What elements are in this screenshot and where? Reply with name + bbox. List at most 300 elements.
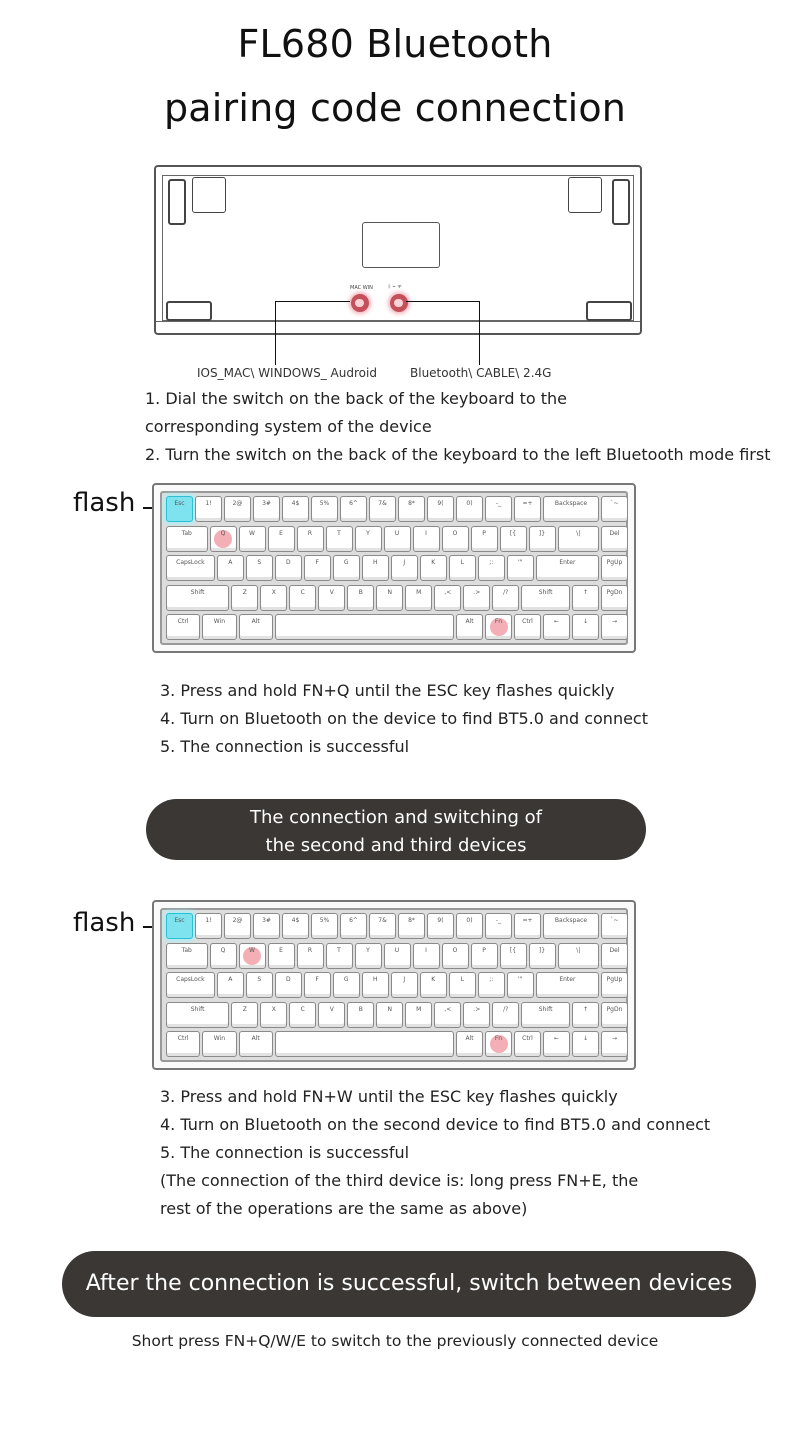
key-alt [239,614,273,640]
keyboard-top-diagram-1 [152,483,636,653]
key-del [601,526,628,552]
key-0 [456,496,483,522]
key-label: 0) [466,917,473,924]
key-b [347,1002,374,1028]
key-w [239,526,266,552]
key-label: Shift [538,588,553,596]
section2-step-3: 3. Press and hold FN+W until the ESC key flashes quickly [160,1087,618,1106]
key- [543,1031,570,1057]
key-shift [166,585,229,611]
key-backspace [543,496,599,522]
key-label: K [431,559,436,566]
key-g [333,555,360,581]
key-u [384,526,411,552]
key-label: Ctrl [522,618,533,625]
key-label: '" [518,976,523,983]
key- [601,1031,628,1057]
key-label: Q [220,946,226,954]
key-e [268,943,295,969]
key-label: C [300,1005,305,1013]
key- [514,496,541,522]
key-d [275,555,302,581]
key-label: /? [503,588,509,596]
section-banner-second-third-devices [146,799,646,860]
key-label: J [403,976,406,983]
key-f [304,555,331,581]
key-tab [166,526,208,552]
key-label: 7& [378,500,387,507]
key-label: B [358,588,363,596]
key-pgdn [601,585,628,611]
key-k [420,972,447,998]
key-shift [166,1002,229,1028]
key-label: Backspace [554,500,588,507]
key-label: G [343,559,349,566]
key-alt [456,1031,483,1057]
key-o [442,943,469,969]
key-label: Ctrl [177,618,189,625]
section1-step-4: 4. Turn on Bluetooth on the device to find BT5.0 and connect [160,709,648,728]
key-label: M [416,1005,422,1013]
flash-label: flash [73,488,136,518]
os-switch-caption: IOS_MAC\ WINDOWS_ Audroid [197,366,377,380]
banner-line-1: The connection and switching of [249,807,543,828]
key- [485,496,512,522]
key-label: `~ [610,917,619,924]
key-tab [166,943,208,969]
key-label: Alt [465,1035,474,1042]
key- [463,585,490,611]
key-label: PgUp [606,559,623,566]
key-pgup [601,972,628,998]
key-label: 8* [408,917,415,924]
flash-label: flash [73,908,136,938]
key-label: Alt [251,1035,260,1042]
key-label: Tab [181,946,192,954]
key-3 [253,913,280,939]
key-l [449,972,476,998]
key- [601,614,628,640]
intro-step-1a: 1. Dial the switch on the back of the keyboard to the [145,389,567,408]
key-h [362,972,389,998]
key-2 [224,496,251,522]
key-y [355,943,382,969]
key-b [347,585,374,611]
key-a [217,972,244,998]
key-label: ↑ [582,1005,589,1013]
key-z [231,1002,258,1028]
key-label: Ctrl [522,1035,533,1042]
key-label: O [452,529,458,537]
key-label: U [394,946,400,954]
key-label: ↑ [582,588,589,596]
key-label: Alt [251,618,260,625]
rubber-foot-icon [612,179,630,225]
key-label: 1! [205,500,212,507]
rubber-foot-icon [586,301,632,321]
key- [507,972,534,998]
os-switch-icon [351,294,369,312]
key- [507,555,534,581]
key- [463,1002,490,1028]
key-label: .> [473,588,481,596]
key-p [471,526,498,552]
key-label: K [431,976,436,983]
key-label: P [482,529,486,537]
key-n [376,1002,403,1028]
key-g [333,972,360,998]
key-label: E [279,946,283,954]
key-label: Del [609,529,620,537]
key-label: 5% [319,500,330,507]
key-label: `~ [610,500,619,507]
key-7 [369,913,396,939]
key-label: CapsLock [176,559,205,566]
key-t [326,943,353,969]
key- [478,555,505,581]
key-r [297,526,324,552]
key- [572,585,599,611]
key- [485,913,512,939]
page-title-line1: FL680 Bluetooth [237,22,553,66]
key-label: 9( [437,917,444,924]
key-label: \| [576,529,581,537]
key-label: G [343,976,349,983]
section1-step-3: 3. Press and hold FN+Q until the ESC key flashes quickly [160,681,615,700]
key-label: Z [242,1005,247,1013]
key-label: V [329,1005,334,1013]
key-1 [195,496,222,522]
key- [529,943,556,969]
key-label: W [249,529,255,537]
key-label: -_ [495,917,502,924]
key-label: Esc [174,500,185,507]
key-label: -_ [495,500,502,507]
page-title-line2: pairing code connection [163,86,627,130]
key-s [246,555,273,581]
connector-line [406,301,480,365]
key-6 [340,496,367,522]
key-label: I [425,529,427,537]
key- [572,614,599,640]
keyboard-top-diagram-2 [152,900,636,1070]
key-a [217,555,244,581]
key-label: R [307,946,313,954]
key- [492,585,519,611]
key-m [405,585,432,611]
key-label: ,< [444,588,452,596]
key-backspace [543,913,599,939]
key-label: J [403,559,406,566]
key-label: Ctrl [177,1035,189,1042]
key-label: B [358,1005,363,1013]
key-shift [521,585,570,611]
key-label: 2@ [232,917,243,924]
key-label: Enter [559,976,576,983]
key-k [420,555,447,581]
key- [514,913,541,939]
key-d [275,972,302,998]
key-0 [456,913,483,939]
key-r [297,943,324,969]
key-pgup [601,555,628,581]
key- [543,614,570,640]
key-label: .> [473,1005,481,1013]
key-label: Fn [494,618,503,625]
key-5 [311,496,338,522]
key-label: X [271,588,276,596]
key-label: Y [366,529,370,537]
key-esc [166,496,193,522]
section2-note-line-2: rest of the operations are the same as above) [160,1199,528,1218]
key-enter [536,972,599,998]
key-q [210,526,237,552]
key-e [268,526,295,552]
key-label: =+ [522,500,533,507]
key-shift [521,1002,570,1028]
mode-switch-caption: Bluetooth\ CABLE\ 2.4G [410,366,552,380]
key- [500,526,527,552]
key-label: ← [553,1035,560,1042]
key-label: Shift [190,1005,205,1013]
key-label: Fn [494,1035,503,1042]
kickstand-icon [192,177,226,213]
key-win [202,614,236,640]
key-label: PgDn [606,1005,623,1013]
connector-line [275,301,350,365]
os-switch-tiny-label: MAC WIN [350,285,373,291]
key-label: H [372,559,378,566]
key-label: U [394,529,400,537]
key-label: Alt [465,618,474,625]
key-1 [195,913,222,939]
key-j [391,972,418,998]
key- [601,496,628,522]
key-ctrl [514,614,541,640]
key-label: D [285,976,291,983]
key- [500,943,527,969]
key-space [275,1031,454,1057]
key-esc [166,913,193,939]
key-label: F [315,976,319,983]
intro-step-2: 2. Turn the switch on the back of the keyboard to the left Bluetooth mode first [145,445,771,464]
key-label: Z [242,588,247,596]
key-label: 7& [378,917,387,924]
keyboard-back-edge [156,321,640,333]
key-u [384,943,411,969]
key-label: Win [213,1035,226,1042]
key-alt [239,1031,273,1057]
key-label: \| [576,946,581,954]
key-label: Q [220,529,226,537]
key-del [601,943,628,969]
key-label: Del [609,946,620,954]
section2-step-5: 5. The connection is successful [160,1143,410,1162]
key-label: ↓ [582,618,589,625]
key-label: → [611,1035,618,1042]
key-label: ]} [538,529,546,537]
key-label: O [452,946,458,954]
rubber-foot-icon [168,179,186,225]
key-label: Shift [190,588,205,596]
key-capslock [166,555,215,581]
key-label: 6^ [349,500,358,507]
key-label: R [307,529,313,537]
key-8 [398,496,425,522]
key-label: [{ [509,946,517,954]
key-label: PgDn [606,588,623,596]
key-2 [224,913,251,939]
key-6 [340,913,367,939]
key-f [304,972,331,998]
key-o [442,526,469,552]
key-space [275,614,454,640]
key-fn [485,1031,512,1057]
key-label: ,< [444,1005,452,1013]
key-x [260,1002,287,1028]
key-8 [398,913,425,939]
key-label: /? [503,1005,509,1013]
key-label: [{ [509,529,517,537]
key-l [449,555,476,581]
key-label: Y [366,946,370,954]
key-v [318,1002,345,1028]
key- [572,1031,599,1057]
kickstand-icon [568,177,602,213]
key-label: Enter [559,559,576,566]
section-banner-switch-devices: After the connection is successful, switch between devices [62,1251,756,1317]
key-y [355,526,382,552]
key-n [376,585,403,611]
key-label: T [337,946,341,954]
key-c [289,585,316,611]
section2-note-line-1: (The connection of the third device is: long press FN+E, the [160,1171,639,1190]
keyboard-back-diagram [154,165,642,335]
banner-line-2: the second and third devices [265,835,527,856]
key-label: H [372,976,378,983]
key-label: '" [518,559,523,566]
key-label: Esc [174,917,185,924]
key-label: PgUp [606,976,623,983]
key-7 [369,496,396,522]
key-label: V [329,588,334,596]
key-ctrl [514,1031,541,1057]
key-label: P [482,946,486,954]
section2-step-4: 4. Turn on Bluetooth on the second device to find BT5.0 and connect [160,1115,711,1134]
key-4 [282,913,309,939]
key-label: 6^ [349,917,358,924]
key-9 [427,913,454,939]
key-4 [282,496,309,522]
key-label: 1! [205,917,212,924]
intro-step-1b: corresponding system of the device [145,417,432,436]
key-label: 5% [319,917,330,924]
key-ctrl [166,1031,200,1057]
key-label: N [387,1005,392,1013]
key-label: S [257,559,262,566]
key-label: D [285,559,291,566]
key-label: X [271,1005,276,1013]
key- [434,585,461,611]
key-label: L [460,559,464,566]
key- [572,1002,599,1028]
key-label: A [228,559,233,566]
key-m [405,1002,432,1028]
key-ctrl [166,614,200,640]
key-label: Win [213,618,226,625]
key-q [210,943,237,969]
key-label: E [279,529,283,537]
key-label: I [425,946,427,954]
key-label: S [257,976,262,983]
key-label: C [300,588,305,596]
key-5 [311,913,338,939]
key-label: ;: [489,976,494,983]
key-t [326,526,353,552]
key-z [231,585,258,611]
key-label: → [611,618,618,625]
key- [558,526,600,552]
key- [434,1002,461,1028]
key-label: 3# [262,500,271,507]
key-label: A [228,976,233,983]
key-label: 3# [262,917,271,924]
key-3 [253,496,280,522]
key-label: ↓ [582,1035,589,1042]
key-label: L [460,976,464,983]
key-9 [427,496,454,522]
key-label: ;: [489,559,494,566]
key-label: 9( [437,500,444,507]
key-label: 2@ [232,500,243,507]
key-i [413,943,440,969]
key-h [362,555,389,581]
key-alt [456,614,483,640]
key-label: Shift [538,1005,553,1013]
key-s [246,972,273,998]
key- [601,913,628,939]
key-label: 8* [408,500,415,507]
mode-switch-tiny-label: ᛒ ⌁ ᯤ [388,284,402,290]
key-label: CapsLock [176,976,205,983]
key-label: 4$ [291,917,300,924]
key-label: W [249,946,255,954]
key-j [391,555,418,581]
key-label: =+ [522,917,533,924]
key-label: M [416,588,422,596]
key-fn [485,614,512,640]
key-label: N [387,588,392,596]
key-label: T [337,529,341,537]
key-p [471,943,498,969]
key-label: 4$ [291,500,300,507]
key-label: ]} [538,946,546,954]
key-capslock [166,972,215,998]
key-c [289,1002,316,1028]
key-w [239,943,266,969]
key-win [202,1031,236,1057]
key-pgdn [601,1002,628,1028]
key-x [260,585,287,611]
section1-step-5: 5. The connection is successful [160,737,410,756]
footer-note: Short press FN+Q/W/E to switch to the previously connected device [131,1332,659,1350]
key- [529,526,556,552]
key- [492,1002,519,1028]
key-v [318,585,345,611]
key-label: ← [553,618,560,625]
key-label: Backspace [554,917,588,924]
key-label: 0) [466,500,473,507]
